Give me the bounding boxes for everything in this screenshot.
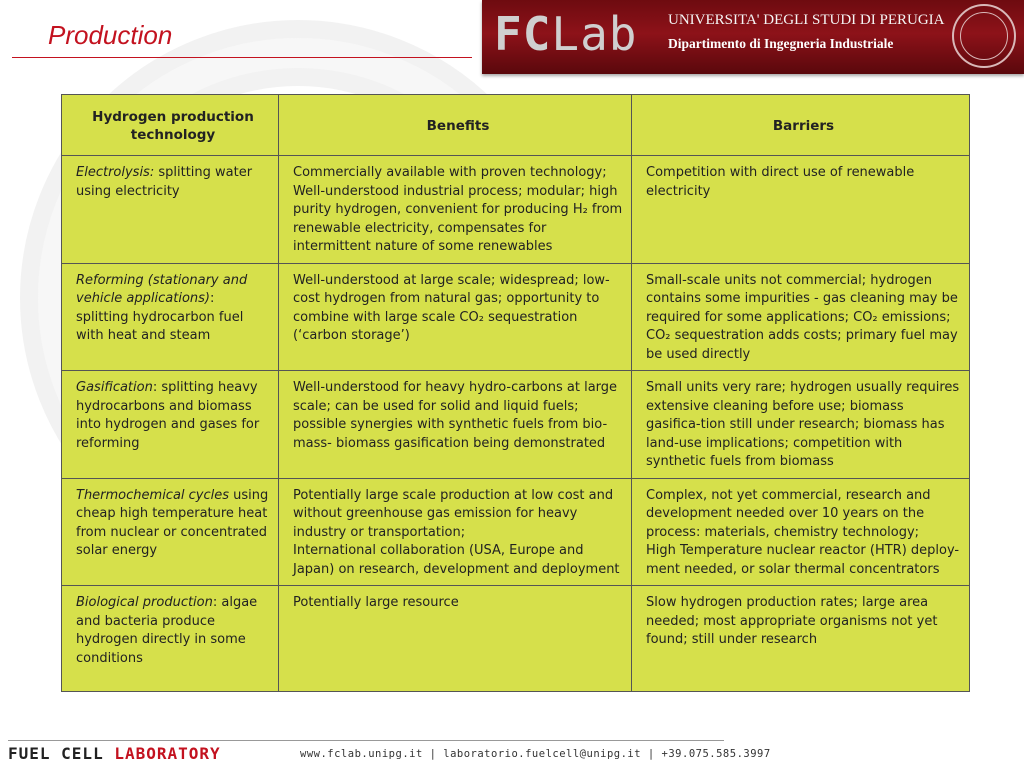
department-name: Dipartimento di Ingegneria Industriale <box>668 36 894 51</box>
header-barriers: Barriers <box>632 95 970 156</box>
production-table <box>61 94 970 692</box>
technology-name: Thermochemical cycles <box>76 487 230 503</box>
technology-desc: using cheap high temperature heat from nuclear or concentrated solar energy <box>76 487 269 558</box>
fclab-logo <box>494 6 637 62</box>
barriers-cell: Slow hydrogen production rates; large area needed; most appropriate organisms not yet found; still under research <box>632 586 970 692</box>
footer-contact-info: www.fclab.unipg.it | laboratorio.fuelcell@unipg.it | +39.075.585.3997 <box>300 748 771 760</box>
header-technology: Hydrogen production technology <box>62 95 279 156</box>
table-row <box>62 156 970 264</box>
technology-cell <box>62 156 279 264</box>
technology-name: Reforming (stationary and vehicle applications) <box>76 272 248 306</box>
logo-lab: Lab <box>551 7 638 61</box>
barriers-cell: Small-scale units not commercial; hydrogen contains some impurities - gas cleaning may be required for some applications; CO₂ emissions; CO₂ sequestration adds costs; primary fuel may be used directly <box>632 263 970 371</box>
table-row <box>62 586 970 692</box>
university-name: UNIVERSITA' DEGLI STUDI DI PERUGIA <box>668 12 945 28</box>
footer-divider <box>8 740 724 741</box>
benefits-cell: Commercially available with proven technology; Well-understood industrial process; modular; high purity hydrogen, convenient for producing H₂ from renewable electricity, compensates for intermittent nature of some renewables <box>279 156 632 264</box>
benefits-cell: Well-understood at large scale; widespread; low-cost hydrogen from natural gas; opportunity to combine with large scale CO₂ sequestration (‘carbon storage’) <box>279 263 632 371</box>
header-benefits: Benefits <box>279 95 632 156</box>
technology-desc: : splitting hydrocarbon fuel with heat and steam <box>76 291 244 343</box>
technology-cell <box>62 263 279 371</box>
barriers-cell: Small units very rare; hydrogen usually requires extensive cleaning before use; biomass gasifica-tion still under research; biomass has land-use implications; competition with synthetic fuels from biomass <box>632 371 970 479</box>
benefits-cell: Well-understood for heavy hydro-carbons at large scale; can be used for solid and liquid fuels; possible synergies with synthetic fuels from bio-mass- biomass gasification being demonstrated <box>279 371 632 479</box>
benefits-cell: Potentially large resource <box>279 586 632 692</box>
table-row <box>62 371 970 479</box>
benefits-cell: Potentially large scale production at low cost and without greenhouse gas emission for heavy industry or transportation; International collaboration (USA, Europe and Japan) on research, development and deployment <box>279 478 632 586</box>
footer-brand-fuel-cell: FUEL CELL <box>8 744 115 763</box>
technology-desc: : algae and bacteria produce hydrogen directly in some conditions <box>76 595 258 666</box>
header-banner <box>482 0 1024 74</box>
technology-name: Electrolysis: <box>76 165 155 180</box>
technology-desc: : splitting heavy hydrocarbons and biomass into hydrogen and gases for reforming <box>76 380 260 451</box>
technology-desc: splitting water using electricity <box>76 165 253 199</box>
technology-cell <box>62 586 279 692</box>
university-seal-icon <box>952 4 1016 68</box>
footer-brand <box>8 744 221 763</box>
table-row <box>62 263 970 371</box>
footer-brand-laboratory: LABORATORY <box>114 744 221 763</box>
technology-cell <box>62 371 279 479</box>
technology-cell <box>62 478 279 586</box>
slide-title: Production <box>48 20 173 50</box>
technology-name: Gasification <box>76 380 153 395</box>
barriers-cell: Complex, not yet commercial, research and development needed over 10 years on the process: materials, chemistry technology; High Temperature nuclear reactor (HTR) deploy-ment needed, or solar thermal concentrators <box>632 478 970 586</box>
table-header-row <box>62 95 970 156</box>
table-row <box>62 478 970 586</box>
technology-name: Biological production <box>76 595 213 610</box>
barriers-cell: Competition with direct use of renewable electricity <box>632 156 970 264</box>
logo-fc: FC <box>494 7 552 61</box>
title-divider <box>12 57 472 58</box>
